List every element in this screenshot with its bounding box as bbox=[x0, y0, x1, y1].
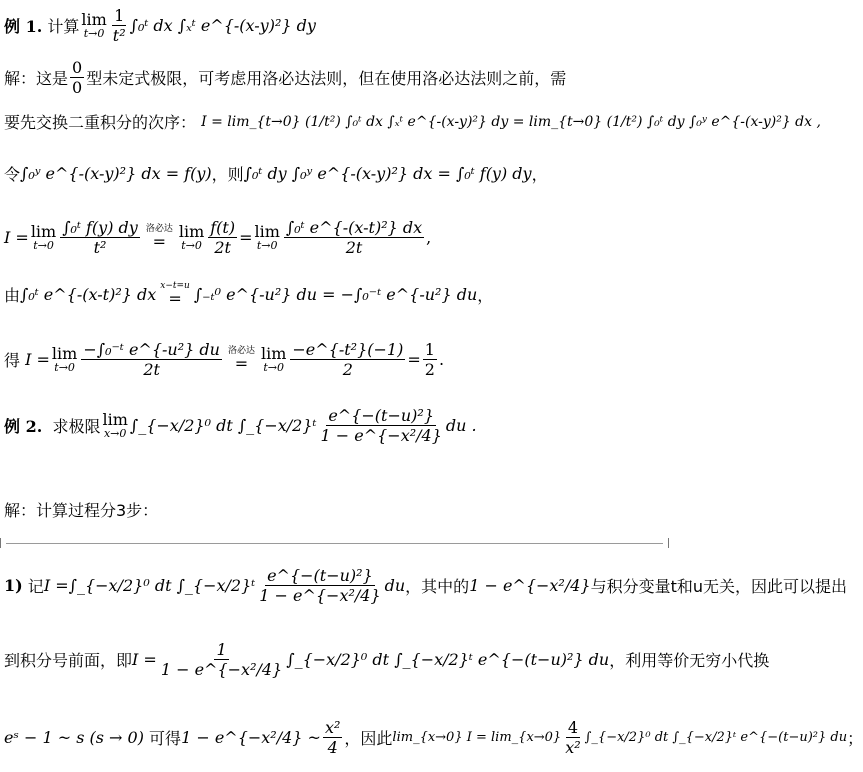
lim-subscript: t→0 bbox=[181, 239, 202, 253]
formula: ∫_{−x/2}⁰ dt ∫_{−x/2}ᵗ bbox=[68, 576, 256, 596]
solution-2-step-1-cont bbox=[4, 640, 769, 679]
lim-text: lim bbox=[254, 222, 280, 242]
step-label: 1) bbox=[4, 576, 23, 596]
fraction-numerator: 1 bbox=[114, 6, 125, 25]
solution-text: 型未定式极限，可考虑用洛必达法则，但在使用洛必达法则之前，需 bbox=[86, 69, 567, 89]
solution-1-line-4: I = lim t→0 $\frac{\text{∫₀ᵗ f(y) dy}}{\text{t²}}$ 洛必达 = lim t→0 $\frac{f(t)}{2t}$ = lim t→0 $\frac{\text{∫₀ᵗ e\textasciicircum{}\{-(x-t)²\} dx}}{2t}$ , bbox=[4, 218, 432, 258]
fraction bbox=[81, 340, 222, 379]
lim-text: lim bbox=[51, 344, 78, 364]
solution-2-step-1 bbox=[4, 566, 847, 605]
example-2-intro: 求极限 bbox=[52, 417, 101, 437]
solution-text: 令 bbox=[4, 165, 21, 184]
fraction-numerator: f(t) bbox=[210, 218, 236, 237]
fraction bbox=[423, 340, 437, 379]
lim-subscript: t→0 bbox=[33, 239, 54, 253]
fraction bbox=[284, 218, 424, 257]
fraction-numerator: e^{−(t−u)²} bbox=[267, 566, 373, 585]
example-2-label: 例 2. bbox=[4, 417, 43, 437]
formula: ∫₋ₜ⁰ e^{-u²} du = −∫₀⁻ᵗ e^{-u²} du bbox=[193, 285, 478, 304]
solution-text: 由 bbox=[4, 286, 21, 305]
fraction bbox=[318, 406, 443, 445]
formula: I = lim_{t→0} (1/t²) ∫₀ᵗ dx ∫ₓᵗ e^{-(x-y)²} dy = lim_{t→0} (1/t²) ∫₀ᵗ dy ∫₀ʸ e^{-(x-y)²} dx , bbox=[201, 113, 821, 130]
lim-subscript: t→0 bbox=[256, 239, 278, 253]
solution-1-line-6: 得 I = lim t→0 $\frac{\text{−∫₀⁻ᵗ e\textasciicircum{}\{-u²\} du}}{2t}$ 洛必达 = lim t→0 $\frac{\text{−e\textasciicircum{}\{-t²\}(−1)}}{2}$ = $\frac{1}{2}$ . bbox=[4, 340, 445, 380]
solution-text: ，则 bbox=[211, 165, 244, 184]
formula: ∫_{−x/2}⁰ dt ∫_{−x/2}ᵗ e^{−(t−u)²} du bbox=[584, 730, 848, 746]
fraction-numerator: ∫₀ᵗ f(y) dy bbox=[62, 218, 138, 237]
zero-over-zero bbox=[70, 58, 84, 97]
limit-operator bbox=[102, 412, 127, 439]
fraction bbox=[208, 218, 237, 257]
fraction-denominator: 0 bbox=[72, 78, 83, 98]
fraction-numerator: 0 bbox=[72, 58, 83, 77]
fraction bbox=[159, 640, 284, 679]
solution-text: 与积分变量t和u无关，因此可以提出 bbox=[590, 577, 848, 597]
limit-operator bbox=[81, 12, 106, 39]
lim-subscript: t→0 bbox=[83, 27, 105, 41]
fraction-denominator: 1 − e^{−x²/4} bbox=[320, 426, 442, 446]
fraction bbox=[290, 340, 405, 379]
limit-operator bbox=[261, 346, 286, 373]
page-divider bbox=[0, 543, 669, 545]
formula: 1 − e^{−x²/4} ~ bbox=[181, 728, 321, 748]
fraction bbox=[60, 218, 140, 257]
fraction bbox=[563, 718, 582, 757]
solution-2-step-1-end bbox=[4, 718, 863, 757]
fraction-denominator: t² bbox=[112, 26, 126, 46]
fraction-numerator: −∫₀⁻ᵗ e^{-u²} du bbox=[83, 340, 220, 359]
solution-1-line-3 bbox=[4, 162, 548, 185]
fraction bbox=[257, 566, 382, 605]
lim-text: lim bbox=[178, 222, 205, 242]
solution-text: ，利用等价无穷小代换 bbox=[609, 651, 770, 671]
formula: du bbox=[384, 576, 406, 596]
example-1-label: 例 1. bbox=[4, 17, 43, 37]
lim-subscript: t→0 bbox=[54, 361, 75, 375]
formula: I = bbox=[43, 576, 69, 596]
fraction-denominator: 2t bbox=[345, 238, 363, 258]
fraction-numerator: 1 bbox=[216, 640, 227, 659]
solution-text: 记 bbox=[27, 577, 44, 597]
over-label: 洛必达 bbox=[227, 346, 255, 357]
fraction-denominator: 4 bbox=[327, 738, 338, 758]
formula: ∫₀ᵗ dy ∫₀ʸ e^{-(x-y)²} dx = ∫₀ᵗ f(y) dy bbox=[243, 164, 532, 183]
solution-text: 到积分号前面，即 bbox=[4, 651, 133, 671]
lim-text: lim bbox=[260, 344, 287, 364]
over-label: 洛必达 bbox=[145, 224, 173, 235]
example-1-expression: ∫₀ᵗ dx ∫ₓᵗ e^{-(x-y)²} dy bbox=[129, 16, 316, 36]
fraction-denominator: 2t bbox=[143, 360, 160, 380]
solution-text: 要先交换二重积分的次序： bbox=[4, 113, 197, 132]
substitution-equals: x−t=u = bbox=[160, 281, 190, 308]
fraction-denominator: t² bbox=[93, 238, 107, 258]
solution-text: 得 bbox=[4, 351, 21, 371]
solution-text: 解：计算过程分3步： bbox=[4, 501, 159, 520]
fraction bbox=[323, 718, 342, 757]
formula: du . bbox=[445, 416, 477, 436]
fraction-numerator: ∫₀ᵗ e^{-(x-t)²} dx bbox=[285, 218, 423, 237]
solution-text: ， bbox=[477, 286, 494, 305]
lim-subscript: x→0 bbox=[103, 427, 127, 441]
fraction-denominator: 1 − e^{−x²/4} bbox=[259, 586, 381, 606]
fraction bbox=[111, 6, 128, 45]
lim-text: lim bbox=[81, 10, 107, 30]
lhopital-equals: 洛必达 = bbox=[227, 346, 255, 374]
fraction-numerator: 1 bbox=[424, 340, 435, 359]
solution-2-head bbox=[4, 498, 158, 521]
limit-operator bbox=[254, 224, 279, 251]
fraction-numerator: e^{−(t−u)²} bbox=[328, 406, 435, 425]
formula: I = bbox=[132, 650, 157, 670]
formula: ∫₀ʸ e^{-(x-y)²} dx = f(y) bbox=[20, 164, 212, 183]
formula: ∫₀ᵗ e^{-(x-t)²} dx bbox=[20, 285, 157, 304]
fraction-denominator: 2 bbox=[424, 360, 435, 380]
formula: 1 − e^{−x²/4} bbox=[469, 576, 591, 596]
solution-text: 可得 bbox=[149, 729, 182, 749]
solution-1-line-2 bbox=[4, 110, 821, 133]
formula: eˢ − 1 ~ s (s → 0) bbox=[4, 728, 144, 748]
lim-text: lim bbox=[30, 222, 57, 242]
punctuation: . bbox=[438, 350, 445, 370]
solution-text: ； bbox=[847, 729, 863, 749]
fraction-numerator: 4 bbox=[567, 718, 579, 737]
fraction-denominator: x² bbox=[565, 738, 581, 758]
punctuation: , bbox=[426, 228, 432, 248]
fraction-denominator: 2 bbox=[342, 360, 353, 380]
formula: I = bbox=[4, 228, 29, 248]
solution-text: ，因此 bbox=[344, 729, 393, 749]
over-label: x−t=u bbox=[160, 281, 190, 291]
example-1-intro: 计算 bbox=[47, 17, 80, 37]
example-1-title bbox=[4, 6, 316, 45]
limit-operator bbox=[31, 224, 56, 251]
example-2-title bbox=[4, 406, 477, 445]
formula: ∫_{−x/2}⁰ dt ∫_{−x/2}ᵗ bbox=[129, 416, 317, 436]
lim-text: lim bbox=[102, 410, 128, 430]
fraction-numerator: x² bbox=[324, 718, 341, 737]
solution-text: ， bbox=[531, 165, 548, 184]
limit-operator bbox=[52, 346, 77, 373]
solution-text: 解：这是 bbox=[4, 69, 69, 89]
limit-operator bbox=[179, 224, 204, 251]
formula: I = bbox=[25, 350, 50, 370]
formula: lim_{x→0} I = lim_{x→0} bbox=[392, 730, 562, 746]
lhopital-equals: 洛必达 = bbox=[145, 224, 173, 252]
fraction-numerator: −e^{-t²}(−1) bbox=[292, 340, 404, 359]
solution-1-line-1 bbox=[4, 58, 566, 97]
formula: ∫_{−x/2}⁰ dt ∫_{−x/2}ᵗ e^{−(t−u)²} du bbox=[286, 650, 610, 670]
fraction-denominator: 1 − e^{−x²/4} bbox=[160, 660, 283, 680]
lim-subscript: t→0 bbox=[263, 361, 284, 375]
fraction-denominator: 2t bbox=[214, 238, 231, 258]
solution-1-line-5 bbox=[4, 282, 493, 307]
solution-text: ，其中的 bbox=[405, 577, 470, 597]
